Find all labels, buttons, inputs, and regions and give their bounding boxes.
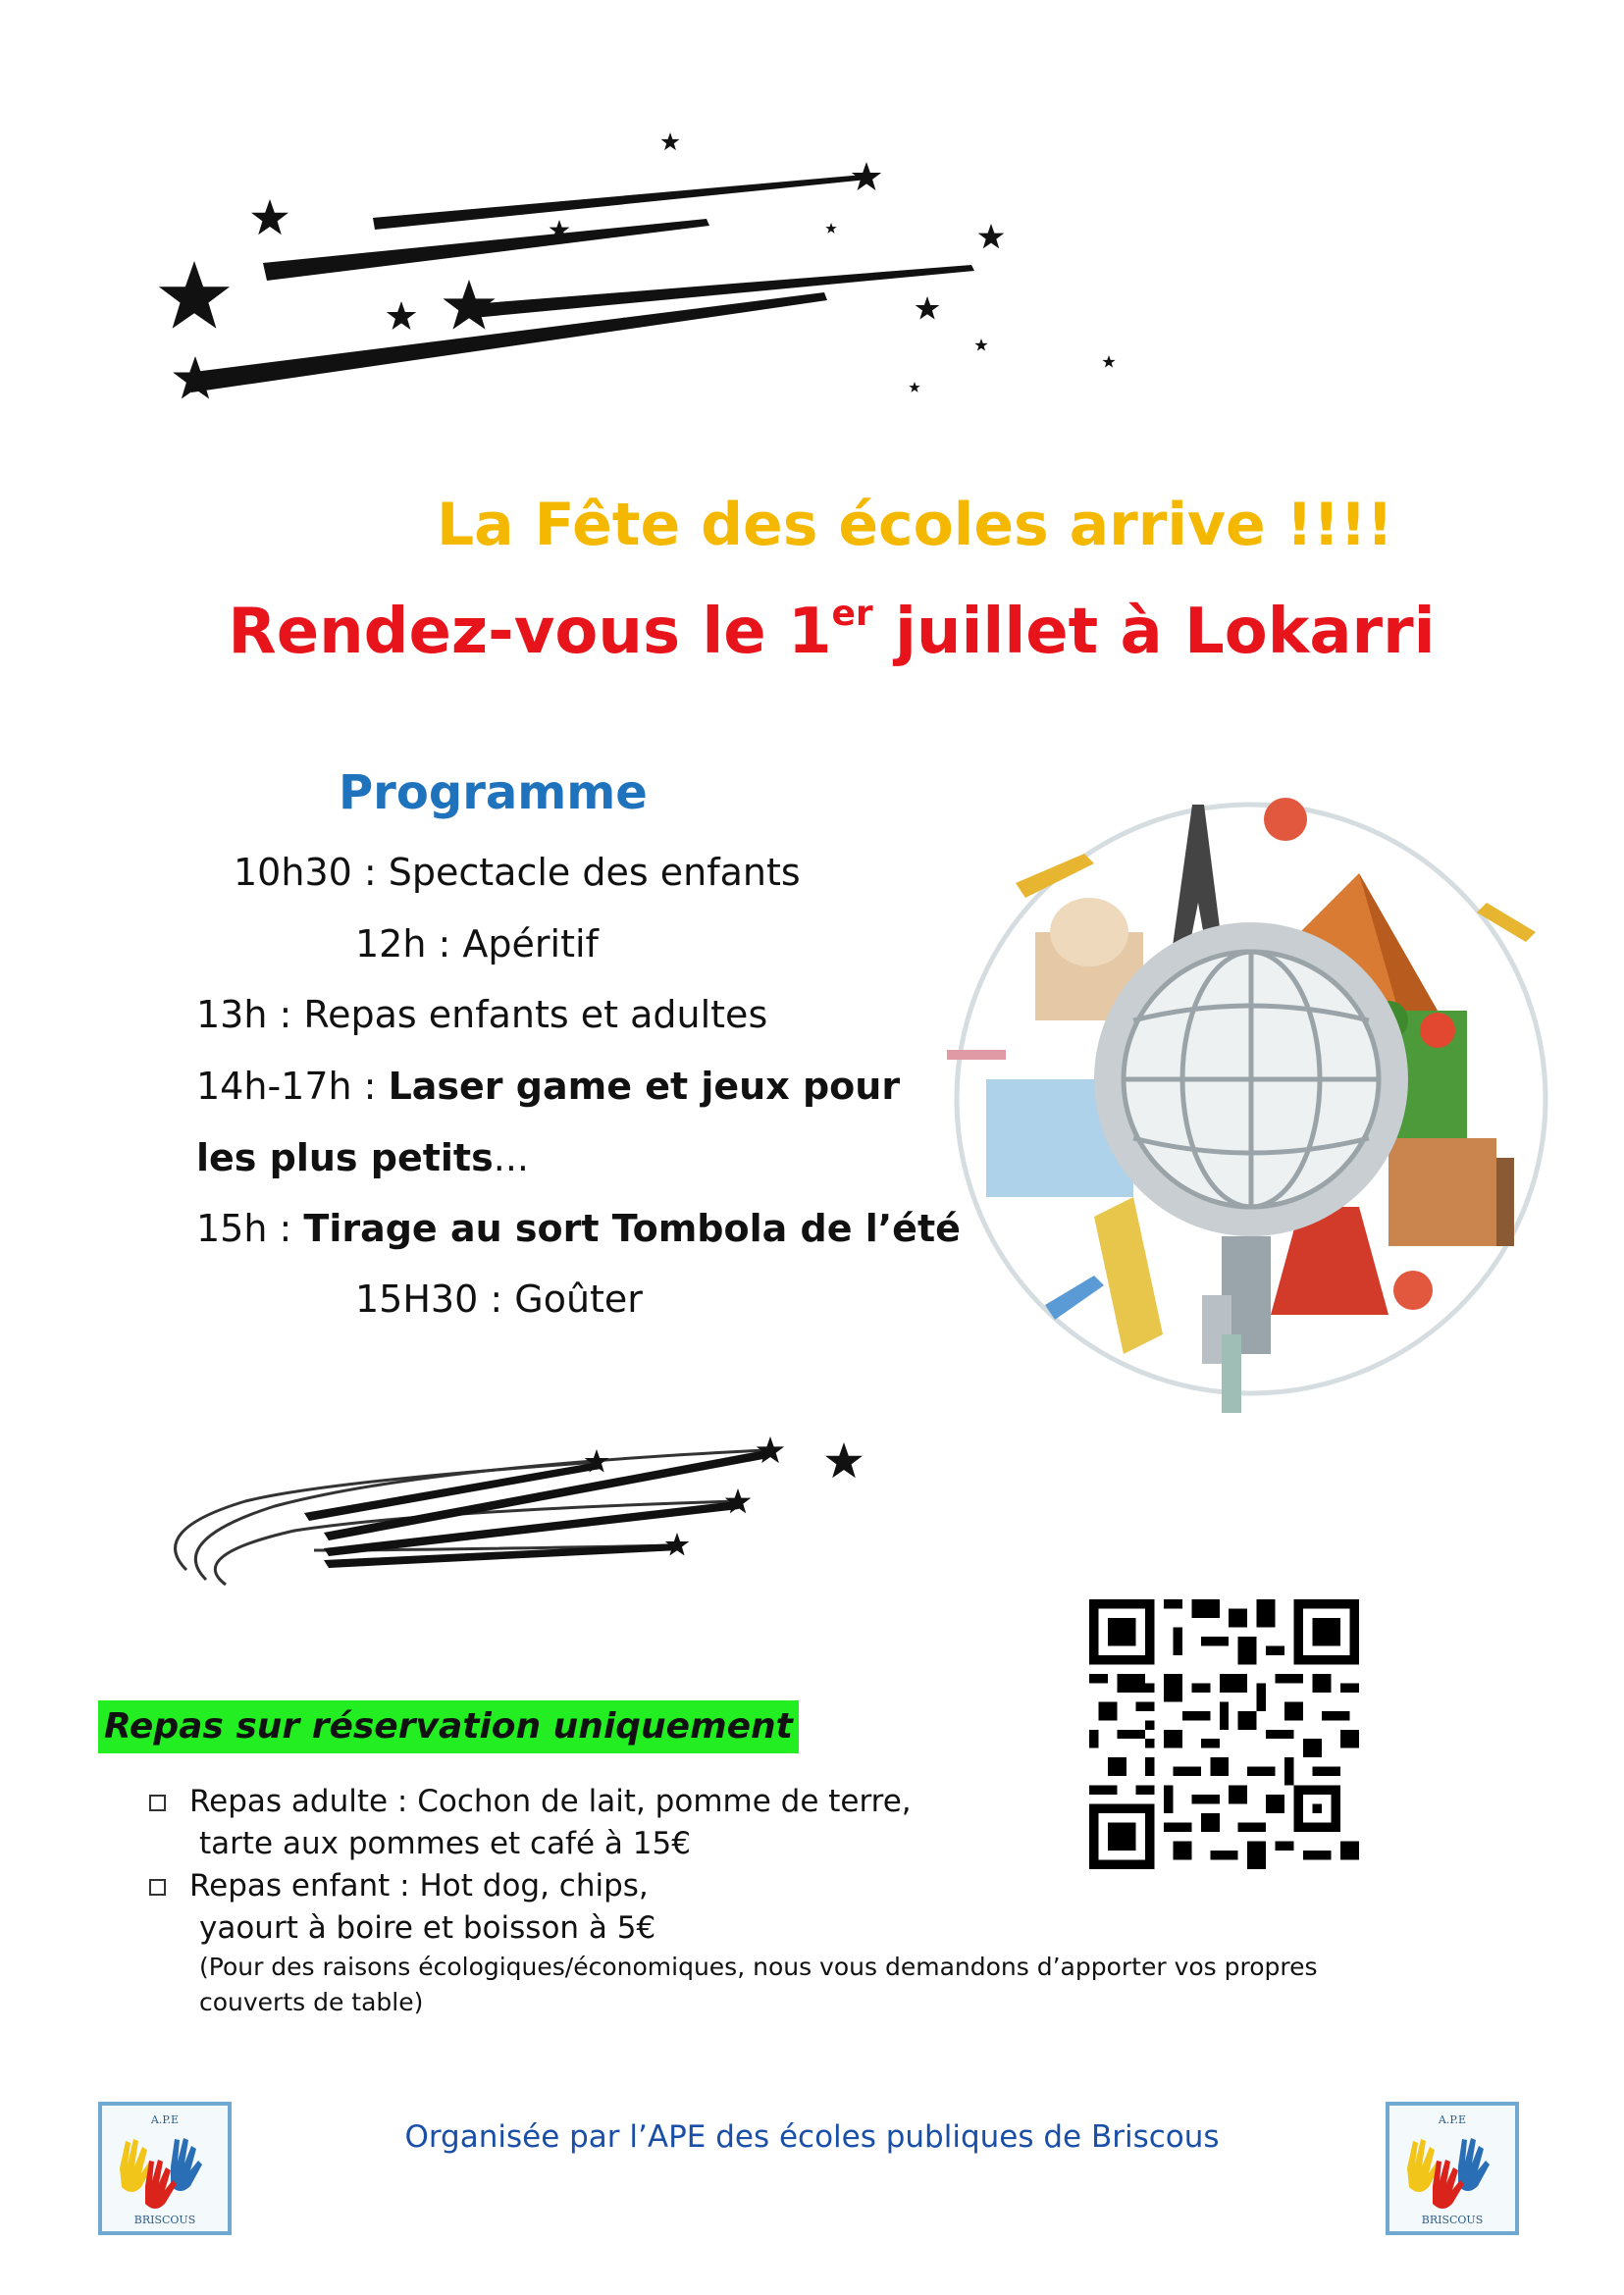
title-line-1: La Fête des écoles arrive !!!! [436, 491, 1394, 559]
programme-heading: Programme [339, 765, 648, 820]
note-line-2: couverts de table) [199, 1988, 424, 2016]
title-line-2-start: Rendez-vous le 1 [228, 596, 832, 668]
child-meal-line-2: yaourt à boire et boisson à 5€ [199, 1910, 656, 1946]
checkbox-bullet-icon [149, 1795, 166, 1811]
qr-code-icon [1089, 1599, 1359, 1869]
programme-item-4 [196, 1065, 900, 1108]
footer-organiser-text: Organisée par l’APE des écoles publiques de Briscous [404, 2119, 1220, 2155]
note-line-1: (Pour des raisons écologiques/économiques, nous vous demandons d’apporter vos propres [199, 1953, 1318, 1981]
programme-time: 15H30 : [355, 1278, 515, 1321]
logo-text-top: A.P.E [150, 2113, 180, 2126]
title-line-2-superscript: er [831, 594, 873, 634]
programme-time: 12h : [355, 922, 463, 965]
programme-bold-text: les plus petits [196, 1136, 494, 1179]
programme-text: Spectacle des enfants [388, 851, 801, 894]
hands-logo-icon [1389, 2106, 1515, 2231]
programme-text: Apéritif [462, 922, 599, 965]
repas-heading: Repas sur réservation uniquement [98, 1700, 799, 1753]
programme-item-3 [196, 993, 767, 1036]
shooting-stars-bottom-icon [128, 1423, 893, 1590]
programme-text: Goûter [514, 1278, 643, 1321]
programme-bold-text: Laser game et jeux pour [388, 1065, 901, 1108]
programme-time: 15h : [196, 1207, 304, 1250]
programme-bold-text: Tirage au sort Tombola de l’été [303, 1207, 961, 1250]
programme-time: 13h : [196, 993, 304, 1036]
programme-item-2 [355, 922, 599, 965]
adult-meal-line-1: Repas adulte : Cochon de lait, pomme de terre, [189, 1784, 912, 1819]
adult-meal-item [149, 1781, 912, 1823]
ape-logo-right [1386, 2102, 1519, 2235]
checkbox-bullet-icon [149, 1879, 166, 1896]
child-meal-line-1: Repas enfant : Hot dog, chips, [189, 1868, 649, 1904]
title-line-2 [0, 594, 1624, 668]
programme-time: 14h-17h : [196, 1065, 389, 1108]
programme-time: 10h30 : [234, 851, 389, 894]
programme-item-4-continued [196, 1136, 529, 1179]
programme-item-5 [196, 1207, 961, 1250]
logo-text-bottom: BRISCOUS [1421, 2214, 1484, 2226]
child-meal-item [149, 1865, 649, 1907]
logo-text-top: A.P.E [1438, 2113, 1467, 2126]
shooting-stars-top-icon [157, 118, 1138, 412]
world-landmarks-globe-icon [927, 785, 1585, 1423]
title-line-2-end: juillet à Lokarri [872, 596, 1436, 668]
logo-text-bottom: BRISCOUS [133, 2214, 196, 2226]
adult-meal-line-2: tarte aux pommes et café à 15€ [199, 1826, 691, 1861]
programme-item-1 [234, 851, 801, 894]
programme-text: ... [493, 1136, 529, 1179]
programme-text: Repas enfants et adultes [303, 993, 768, 1036]
programme-item-6 [355, 1278, 643, 1321]
